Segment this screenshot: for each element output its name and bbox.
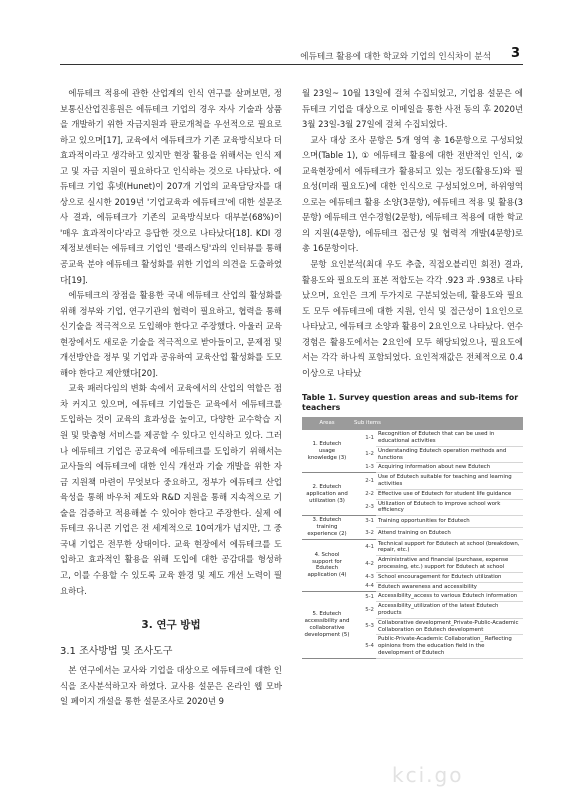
item-text: Recognition of Edutech that can be used in educational activities <box>376 430 523 446</box>
item-number: 4-1 <box>365 544 374 551</box>
table-caption: Table 1. Survey question areas and sub-items for teachers <box>302 393 519 413</box>
table-header-row <box>302 417 523 430</box>
header-divider <box>60 64 523 65</box>
item-text: School encouragement for Edutech utilization <box>376 572 523 582</box>
survey-table <box>302 417 523 658</box>
body-paragraph: 교사 대상 조사 문항은 5개 영역 총 16문항으로 구성되었으며(Table 1), ① 에듀테크 활용에 대한 전반적인 인식, ② 교육현장에서 에듀테크가 활용되고 있는 정도(활용도)와 필요성(미래 필요도)에 대한 인식으로 구성되었으며, 하위영역으로는 에듀테크 활용 소양(3문항), 에듀테크 적용 및 활용(3문항) 에듀테크 연수경험(2문항), 에듀테크 적용에 대한 학교의 지원(4문항), 에듀테크 접근성 및 협력적 개발(4문항)로 총 16문항이다. <box>302 134 523 254</box>
item-number: 1-2 <box>365 451 374 458</box>
area-cell: 4. School support for Edutech application (4) <box>302 539 352 592</box>
table-row <box>302 473 523 490</box>
area-cell: 3. Edutech training experience (2) <box>302 516 352 539</box>
item-number: 2-1 <box>365 477 374 484</box>
item-text: Acquiring information about new Edutech <box>376 463 523 473</box>
item-number: 1-3 <box>352 463 376 473</box>
page-number: 3 <box>510 46 520 61</box>
item-text: Effective use of Edutech for student life guidance <box>376 489 523 499</box>
item-text: Training opportunities for Edutech <box>376 516 523 528</box>
item-text: Attend training on Edutech <box>376 527 523 539</box>
item-text: Collaborative development_Private-Public-Academic Collaboration on Edutech development <box>376 618 523 635</box>
area-cell: 1. Edutech usage knowledge (3) <box>302 430 352 472</box>
item-number: 3-1 <box>365 518 374 525</box>
item-number: 2-2 <box>365 490 374 497</box>
watermark: kci.go <box>392 763 464 787</box>
header-areas: Areas <box>302 417 352 430</box>
table-row <box>302 539 523 556</box>
body-paragraph: 교육 패러다임의 변화 속에서 교육에서의 산업의 역할은 점차 커지고 있으며, 에듀테크 기업들은 교육에서 에듀테크를 도입하는 것이 교육의 효과성을 높이고, 다양한 교수학습 지원 및 맞춤형 서비스를 제공할 수 있다고 인식하고 있다. 그러나 에듀테크 기업은 공교육에 에듀테크를 도입하기 위해서는 교사들의 에듀테크에 대한 인식 개선과 기술 개발을 위한 자금 지원책 마련이 무엇보다 중요하고, 정부가 에듀테크 산업 육성을 통해 바우처 제도와 R&D 지원을 통해 지속적으로 기술을 검증하고 적용해볼 수 있어야 한다고 주장한다. 실제 에듀테크 유니콘 기업은 전 세계적으로 10여개가 넘지만, 그 중 국내 기업은 전무한 상태이다. 교육 현장에서 에듀테크를 도입하고 효과적인 활용을 위해 도입에 대한 공감대를 형성하고, 이를 수용할 수 있도록 교육 환경 및 제도 개선 노력이 필요하다. <box>60 383 282 596</box>
table-row <box>302 430 523 446</box>
body-paragraph: 에듀테크의 장점을 활용한 국내 에듀테크 산업의 활성화를 위해 정부와 기업, 연구기관의 협력이 필요하고, 협력을 통해 신기술을 적극적으로 도입해야 한다고 주장했다. 아울러 교육현장에서도 새로운 기술을 적극적으로 받아들이고, 문제점 및 개선방안을 정부 및 기업과 공유하여 교육산업 활성화를 도모해야 한다고 제안했다[20]. <box>60 290 282 378</box>
body-paragraph: 월 23일~ 10월 13일에 걸쳐 수집되었고, 기업용 설문은 에듀테크 기업을 대상으로 이메일을 통한 사전 동의 후 2020년 3월 23일-3월 27일에 걸쳐 수집되었다. <box>302 88 523 130</box>
header-sub-items: Sub items <box>352 417 523 430</box>
item-text: Edutech awareness and accessibility <box>376 582 523 592</box>
running-title: 에듀테크 활용에 대한 학교와 기업의 인식차이 분석 <box>300 52 491 62</box>
right-column <box>302 86 523 659</box>
item-number: 5-2 <box>365 606 374 613</box>
body-paragraph: 문항 요인분석(최대 우도 추출, 직접오블리민 회전) 결과, 활용도와 필요도의 표본 적합도는 각각 .923 과 .938로 나타났으며, 요인은 크게 두가지로 구분되었는데, 활용도와 필요도 모두 에듀테크에 대한 지원, 인식 및 접근성이 1요인으로 나타났고, 에듀테크 소양과 활용이 2요인으로 나타났다. 연수경험은 활용도에서는 2요인에 모두 해당되었으나, 필요도에서는 각각 하나씩 포함되었다. 요인적재값은 전체적으로 0.4이상으로 나타났 <box>302 259 523 378</box>
item-number: 3-2 <box>352 527 376 539</box>
left-column <box>60 86 282 710</box>
item-text: Accessibility_utilization of the latest Edutech products <box>376 602 523 619</box>
item-number: 4-2 <box>365 560 374 567</box>
table-row <box>302 592 523 602</box>
area-cell: 2. Edutech application and utilization (3) <box>302 473 352 516</box>
item-text: Administrative and financial (purchase, expense processing, etc.) support for Edutech at school <box>376 556 523 573</box>
item-text: Utilization of Edutech to improve school work efficiency <box>376 499 523 516</box>
item-text: Understanding Edutech operation methods and functions <box>376 446 523 463</box>
item-text: Accessibility_access to various Edutech information <box>376 592 523 602</box>
item-text: Use of Edutech suitable for teaching and learning activities <box>376 473 523 490</box>
item-number: 4-3 <box>365 573 374 580</box>
item-number: 4-4 <box>352 582 376 592</box>
item-text: Technical support for Edutech at school (breakdown, repair, etc.) <box>376 539 523 556</box>
item-number: 5-1 <box>365 593 374 600</box>
item-number: 1-1 <box>365 434 374 441</box>
item-text: Public-Private-Academic Collaboration_ Reflecting opinions from the education field in the development of Edutech <box>376 635 523 658</box>
section-heading: 3. 연구 방법 <box>141 619 201 632</box>
body-paragraph: 본 연구에서는 교사와 기업을 대상으로 에듀테크에 대한 인식을 조사분석하고자 하였다. 교사용 설문은 온라인 웹 모바일 페이지 개설을 통한 설문조사로 2020년 9 <box>60 665 282 707</box>
table-row <box>302 516 523 528</box>
area-cell: 5. Edutech accessibility and collaborative development (5) <box>302 592 352 658</box>
item-number: 5-4 <box>352 635 376 658</box>
subsection-heading: 3.1 조사방법 및 조사도구 <box>60 646 173 658</box>
body-paragraph: 에듀테크 적용에 관한 산업계의 인식 연구를 살펴보면, 정보통신산업진흥원은 에듀테크 기업의 경우 자사 기술과 상품을 개발하기 위한 자금지원과 판로개척을 우선적으로 필요로 하고 있으며[17], 교육에서 에듀테크가 기존 교육방식보다 더 효과적이라고 생각하고 있지만 현장 활용을 위해서는 인식 제고 및 자금 지원이 필요하다고 인식하는 것으로 나타났다. 에듀테크 기업 휴넷(Hunet)이 207개 기업의 교육담당자를 대상으로 실시한 2019년 '기업교육과 에듀테크'에 대한 설문조사 결과, 에듀테크가 기존의 교육방식보다 대부분(68%)이 '매우 효과적이다'라고 응답한 것으로 나타났다[18]. KDI 경제정보센터는 에듀테크 기업인 '클래스팅'과의 인터뷰를 통해 공교육 분야 에듀테크 활성화를 위한 기업의 의견을 도출하였다[19]. <box>60 88 282 285</box>
item-number: 2-3 <box>352 499 376 516</box>
item-number: 5-3 <box>365 623 374 630</box>
page-header <box>0 0 583 72</box>
